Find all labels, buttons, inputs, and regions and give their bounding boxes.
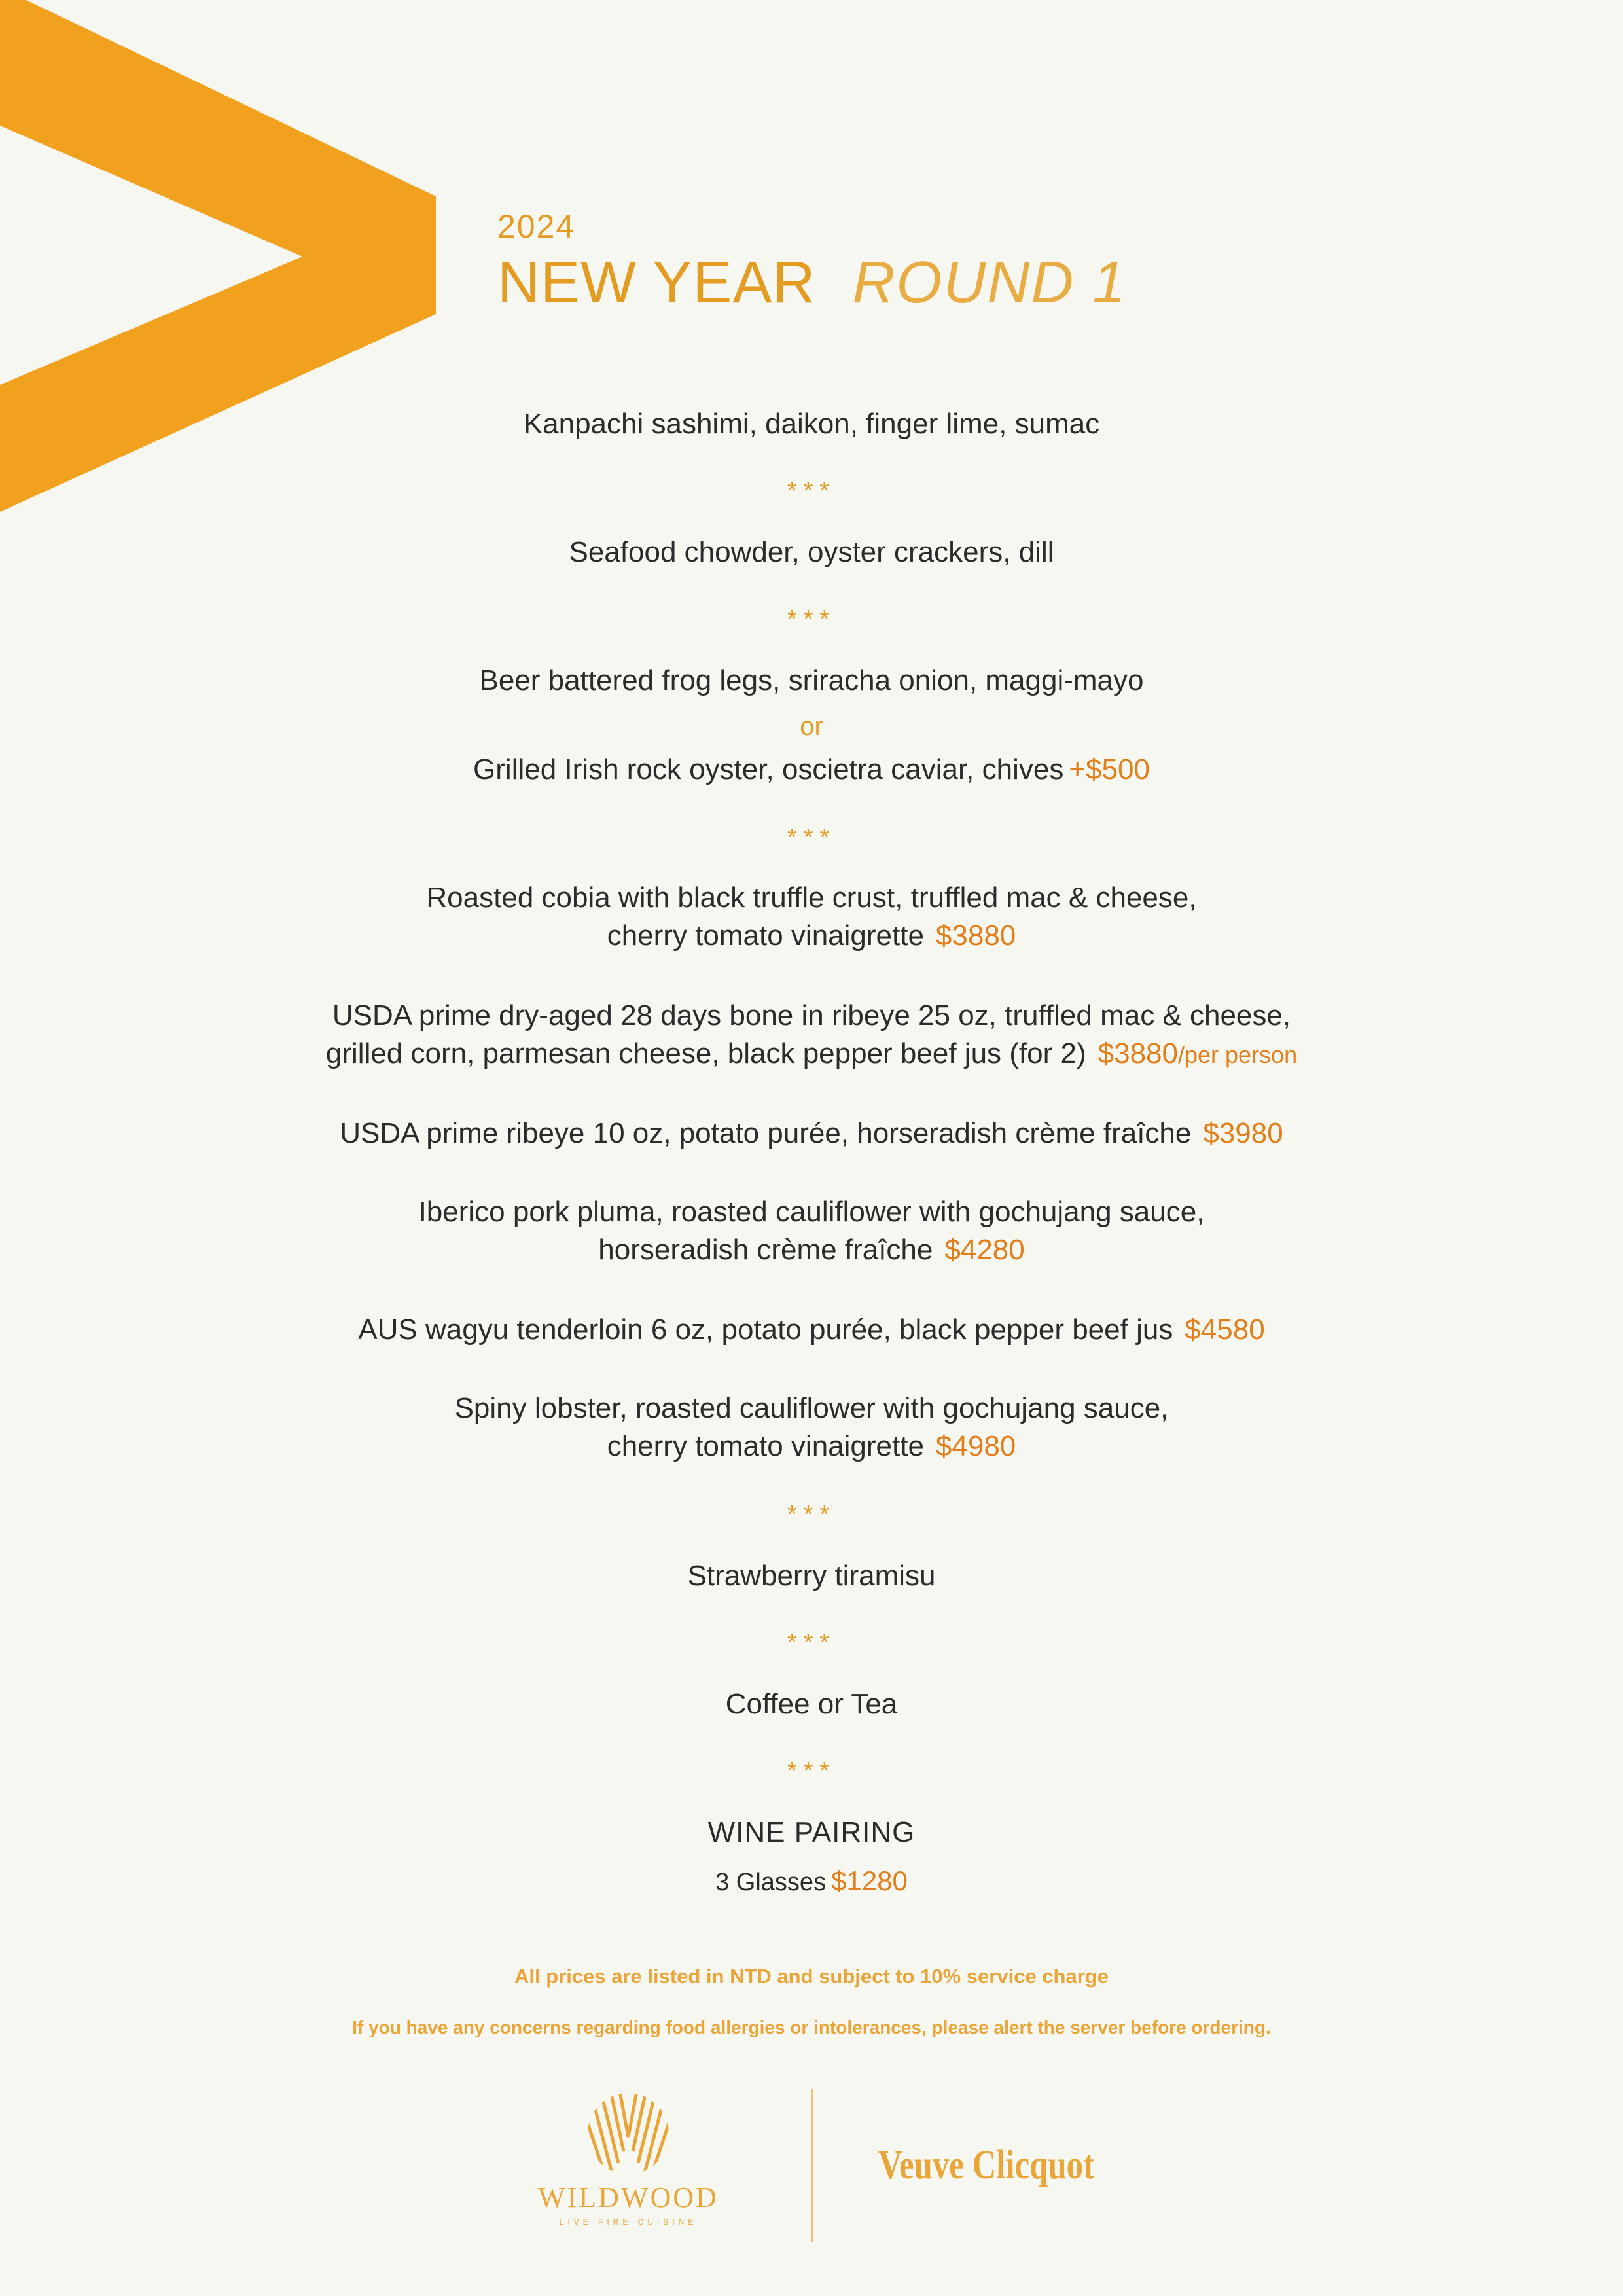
drink: Coffee or Tea	[725, 1688, 898, 1720]
main-1-text: cherry tomato vinaigrette	[607, 920, 924, 952]
main-2-price-suffix: /per person	[1177, 1041, 1298, 1068]
main-3-text: USDA prime ribeye 10 oz, potato purée, horseradish crème fraîche	[340, 1117, 1192, 1149]
main-5-text: AUS wagyu tenderloin 6 oz, potato purée, black pepper beef jus	[358, 1314, 1173, 1346]
main-2-text: grilled corn, parmesan cheese, black pepper beef jus (for 2)	[325, 1037, 1086, 1069]
wine-pairing-detail	[0, 1861, 1623, 1902]
main-6-line-1: Spiny lobster, roasted cauliflower with gochujang sauce,	[454, 1392, 1169, 1424]
course-3-option-1: Beer battered frog legs, sriracha onion, maggi-mayo	[479, 664, 1144, 696]
logo-divider	[811, 2089, 813, 2242]
course-separator: ***	[787, 1757, 836, 1785]
main-1-line-2	[0, 916, 1623, 956]
veuve-clicquot-logo: Veuve Clicquot	[878, 2143, 1095, 2187]
main-3	[0, 1114, 1623, 1153]
course-separator: ***	[787, 1629, 836, 1657]
course-3-option-2	[0, 750, 1623, 789]
or-label: or	[800, 712, 823, 741]
course-2: Seafood chowder, oyster crackers, dill	[569, 536, 1054, 568]
main-2-line-2	[0, 1034, 1623, 1075]
wine-pairing-glasses: 3 Glasses	[715, 1869, 827, 1896]
menu-year: 2024	[497, 208, 576, 245]
main-6-price: $4980	[935, 1430, 1016, 1462]
wildwood-logo	[537, 2091, 720, 2227]
main-2-line-1: USDA prime dry-aged 28 days bone in ribeye 25 oz, truffled mac & cheese,	[332, 999, 1291, 1031]
pricing-note: All prices are listed in NTD and subject to 10% service charge	[514, 1965, 1109, 1988]
course-1: Kanpachi sashimi, daikon, finger lime, sumac	[523, 408, 1100, 440]
title-row	[497, 250, 1126, 332]
main-6-text: cherry tomato vinaigrette	[607, 1430, 924, 1462]
course-separator: ***	[787, 477, 836, 505]
wildwood-tagline: LIVE FIRE CUISINE	[559, 2217, 698, 2227]
main-4-line-2	[0, 1230, 1623, 1270]
main-4-text: horseradish crème fraîche	[598, 1234, 933, 1266]
main-5	[0, 1310, 1623, 1350]
main-1-price: $3880	[935, 920, 1016, 952]
footer-logos	[0, 2085, 1623, 2242]
menu-subtitle: ROUND 1	[852, 250, 1127, 315]
dessert: Strawberry tiramisu	[687, 1560, 936, 1592]
wine-pairing-title: WINE PAIRING	[707, 1816, 916, 1848]
chevron-graphic	[0, 0, 445, 524]
main-4-price: $4280	[944, 1234, 1025, 1266]
main-1-line-1: Roasted cobia with black truffle crust, truffled mac & cheese,	[426, 882, 1197, 914]
wine-pairing-price: $1280	[831, 1865, 908, 1896]
menu-heading	[497, 208, 1126, 332]
main-3-price: $3980	[1203, 1117, 1283, 1149]
course-separator: ***	[787, 824, 836, 852]
main-4-line-1: Iberico pork pluma, roasted cauliflower with gochujang sauce,	[418, 1196, 1205, 1228]
menu-title: NEW YEAR	[497, 250, 816, 315]
main-6-line-2	[0, 1427, 1623, 1466]
wildwood-emblem-icon	[586, 2091, 671, 2176]
wildwood-name: WILDWOOD	[538, 2181, 719, 2214]
course-separator: ***	[787, 605, 836, 633]
main-2-price: $3880	[1097, 1037, 1178, 1069]
main-5-price: $4580	[1185, 1314, 1265, 1346]
allergy-note: If you have any concerns regarding food allergies or intolerances, please alert the server before ordering.	[352, 2017, 1271, 2037]
course-3-option-2-price: +$500	[1069, 753, 1150, 785]
course-separator: ***	[787, 1501, 836, 1528]
course-3-option-2-text: Grilled Irish rock oyster, oscietra caviar, chives	[473, 753, 1064, 785]
